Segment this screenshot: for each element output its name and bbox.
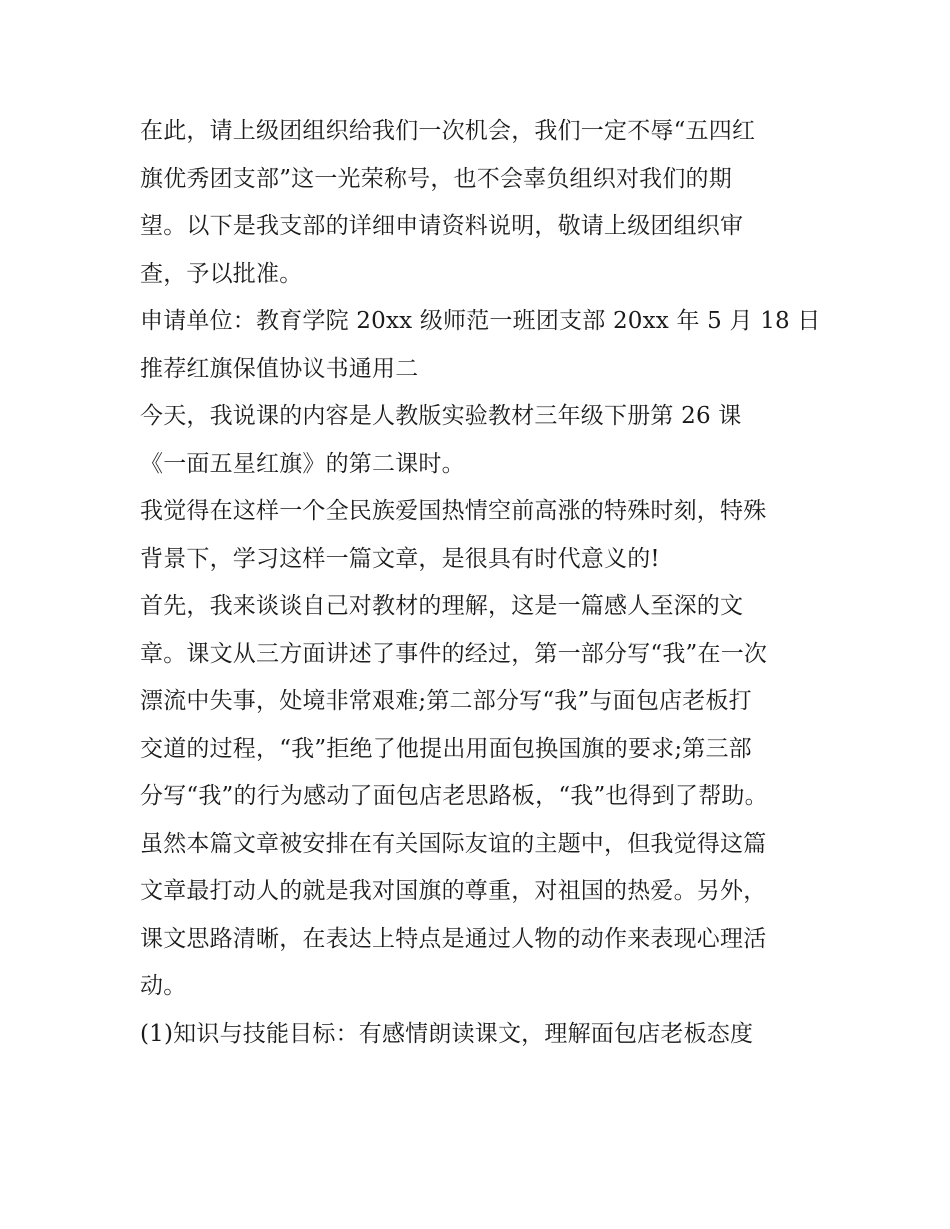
document-body [140,108,820,1058]
text-line: 《一面五星红旗》的第二课时。 [140,450,465,477]
text-line: 章。课文从三方面讲述了事件的经过，第一部分写“我”在一次 [140,640,768,667]
paragraph-section-heading [140,346,820,394]
text-line: 今天，我说课的内容是人教版实验教材三年级下册第 26 课 [140,403,742,429]
paragraph-significance [140,488,820,583]
text-line: 我觉得在这样一个全民族爱国热情空前高涨的特殊时刻，特殊 [140,498,767,524]
paragraph-application-request [140,108,820,298]
text-line: 查，予以批准。 [140,260,303,287]
text-line: 推荐红旗保值协议书通用二 [140,355,419,382]
text-line: 首先，我来谈谈自己对教材的理解，这是一篇感人至深的文 [140,593,744,619]
text-line: 漂流中失事，处境非常艰难;第二部分写“我”与面包店老板打 [140,688,752,714]
paragraph-knowledge-goal [140,1011,820,1059]
text-line: (1)知识与技能目标：有感情朗读课文，理解面包店老板态度 [140,1020,754,1047]
paragraph-applicant-unit [140,298,820,346]
text-line: 旗优秀团支部”这一光荣称号，也不会辜负组织对我们的期 [140,165,732,192]
text-line: 望。以下是我支部的详细申请资料说明，敬请上级团组织审 [140,213,744,239]
paragraph-textbook-understanding [140,583,820,821]
text-line: 分写“我”的行为感动了面包店老思路板，“我”也得到了帮助。 [140,783,768,809]
paragraph-lesson-intro [140,393,820,488]
text-line: 动。 [140,973,187,999]
text-line: 虽然本篇文章被安排在有关国际友谊的主题中，但我觉得这篇 [140,830,767,857]
text-line: 课文思路清晰，在表达上特点是通过人物的动作来表现心理活 [140,925,767,952]
paragraph-theme-analysis [140,821,820,1011]
text-line: 申请单位：教育学院 20xx 级师范一班团支部 20xx 年 5 月 18 日 [140,308,821,334]
text-line: 背景下，学习这样一篇文章，是很具有时代意义的! [140,545,660,572]
text-line: 文章最打动人的就是我对国旗的尊重，对祖国的热爱。另外， [140,878,767,904]
text-line: 在此，请上级团组织给我们一次机会，我们一定不辱“五四红 [140,118,756,144]
text-line: 交道的过程，“我”拒绝了他提出用面包换国旗的要求;第三部 [140,735,752,762]
